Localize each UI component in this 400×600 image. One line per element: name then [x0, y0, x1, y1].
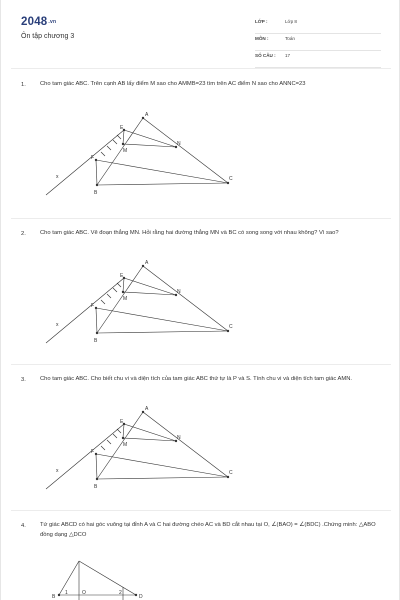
triangle-figure-1	[41, 110, 251, 205]
question-text: Tứ giác ABCD có hai góc vuông tại đỉnh A và C hai đường chéo AC và BD cắt nhau tại O, ∠(BAO) = ∠(BDC) .Chứng minh: △ABO đồng dạng △DCO	[40, 522, 376, 538]
point-f	[95, 453, 97, 455]
point-m	[122, 437, 124, 439]
meta-row-class	[255, 17, 381, 34]
label-e: E	[120, 125, 124, 131]
label-o: O	[82, 590, 86, 596]
label-b: B	[52, 594, 56, 600]
tick-mark	[101, 300, 105, 304]
tick-mark	[117, 429, 121, 433]
segment-fb	[96, 308, 97, 333]
label-n: N	[177, 435, 181, 441]
label-f: F	[91, 303, 95, 309]
label-n: N	[177, 141, 181, 147]
label-2: 2	[119, 590, 122, 596]
segment-em	[123, 424, 124, 438]
site-logo[interactable]: 2048.vn	[21, 16, 57, 28]
point-c	[227, 476, 229, 478]
meta-key: MÔN :	[255, 36, 269, 41]
label-1: 1	[65, 590, 68, 596]
meta-value: 17	[285, 53, 291, 58]
segment-ac	[143, 412, 228, 477]
label-a: A	[145, 112, 149, 118]
point-c	[227, 182, 229, 184]
label-d: D	[139, 594, 143, 600]
tick-mark	[101, 446, 105, 450]
label-x: x	[56, 322, 59, 328]
tick-mark	[101, 152, 105, 156]
point-d	[135, 594, 137, 596]
segment-bc	[97, 477, 228, 479]
meta-key: LỚP :	[255, 19, 268, 24]
meta-value: Lớp 8	[285, 19, 297, 24]
point-b	[96, 478, 98, 480]
label-c: C	[229, 470, 233, 476]
label-x: x	[56, 174, 59, 180]
tick-mark	[107, 294, 111, 298]
tick-mark	[113, 288, 117, 292]
tick-mark	[107, 146, 111, 150]
point-b	[96, 184, 98, 186]
question-text: Cho tam giác ABC. Trên cạnh AB lấy điểm M sao cho AMMB=23 tìm trên AC điểm N sao cho ANNC=23	[40, 81, 306, 87]
divider	[11, 364, 391, 365]
segment-fc	[96, 454, 228, 477]
segment-bc	[97, 183, 228, 185]
meta-table	[255, 17, 381, 68]
segment-ac	[143, 118, 228, 183]
meta-key: SỐ CÂU :	[255, 53, 276, 58]
point-b	[96, 332, 98, 334]
edge	[59, 561, 79, 595]
edge	[79, 561, 136, 595]
divider	[11, 510, 391, 511]
quadrilateral-figure-4	[51, 553, 161, 600]
label-e: E	[120, 419, 124, 425]
divider	[11, 218, 391, 219]
segment-bc	[97, 331, 228, 333]
label-c: C	[229, 324, 233, 330]
segment-em	[123, 278, 124, 292]
label-f: F	[91, 155, 95, 161]
label-b: B	[94, 484, 98, 490]
point-a	[142, 411, 144, 413]
meta-value: Toán	[285, 36, 295, 41]
point-f	[95, 307, 97, 309]
tick-mark	[113, 140, 117, 144]
label-e: E	[120, 273, 124, 279]
segment-fb	[96, 454, 97, 479]
label-m: M	[123, 148, 128, 154]
question-text: Cho tam giác ABC. Vẽ đoạn thẳng MN. Hỏi rằng hai đường thẳng MN và BC có song song với nhau không? Vì sao?	[40, 230, 339, 236]
meta-row-count	[255, 51, 381, 68]
segment-fc	[96, 160, 228, 183]
label-a: A	[145, 260, 149, 266]
point-a	[142, 265, 144, 267]
segment-em	[123, 130, 124, 144]
question-number: 3.	[21, 377, 26, 383]
label-b: B	[94, 190, 98, 196]
label-c: C	[229, 176, 233, 182]
tick-mark	[113, 434, 117, 438]
point-b	[58, 594, 60, 596]
segment-fc	[96, 308, 228, 331]
tick-mark	[107, 440, 111, 444]
point-f	[95, 159, 97, 161]
point-a	[142, 117, 144, 119]
point-c	[227, 330, 229, 332]
question-number: 1.	[21, 82, 26, 88]
label-n: N	[177, 289, 181, 295]
label-a: A	[145, 406, 149, 412]
label-m: M	[123, 442, 128, 448]
divider	[11, 68, 391, 69]
label-b: B	[94, 338, 98, 344]
tick-mark	[117, 135, 121, 139]
tick-mark	[117, 283, 121, 287]
page-title: Ôn tập chương 3	[21, 33, 75, 40]
point-m	[122, 143, 124, 145]
question-number: 2.	[21, 231, 26, 237]
segment-ac	[143, 266, 228, 331]
point-m	[122, 291, 124, 293]
question-text: Cho tam giác ABC. Cho biết chu vi và diện tích của tam giác ABC thứ tự là P và S. Tính chu vi và diện tích tam giác AMN.	[40, 376, 353, 382]
triangle-figure-2	[41, 258, 251, 353]
triangle-figure-3	[41, 404, 251, 499]
segment-fb	[96, 160, 97, 185]
question-number: 4.	[21, 523, 26, 529]
label-f: F	[91, 449, 95, 455]
meta-row-subject	[255, 34, 381, 51]
label-m: M	[123, 296, 128, 302]
label-x: x	[56, 468, 59, 474]
